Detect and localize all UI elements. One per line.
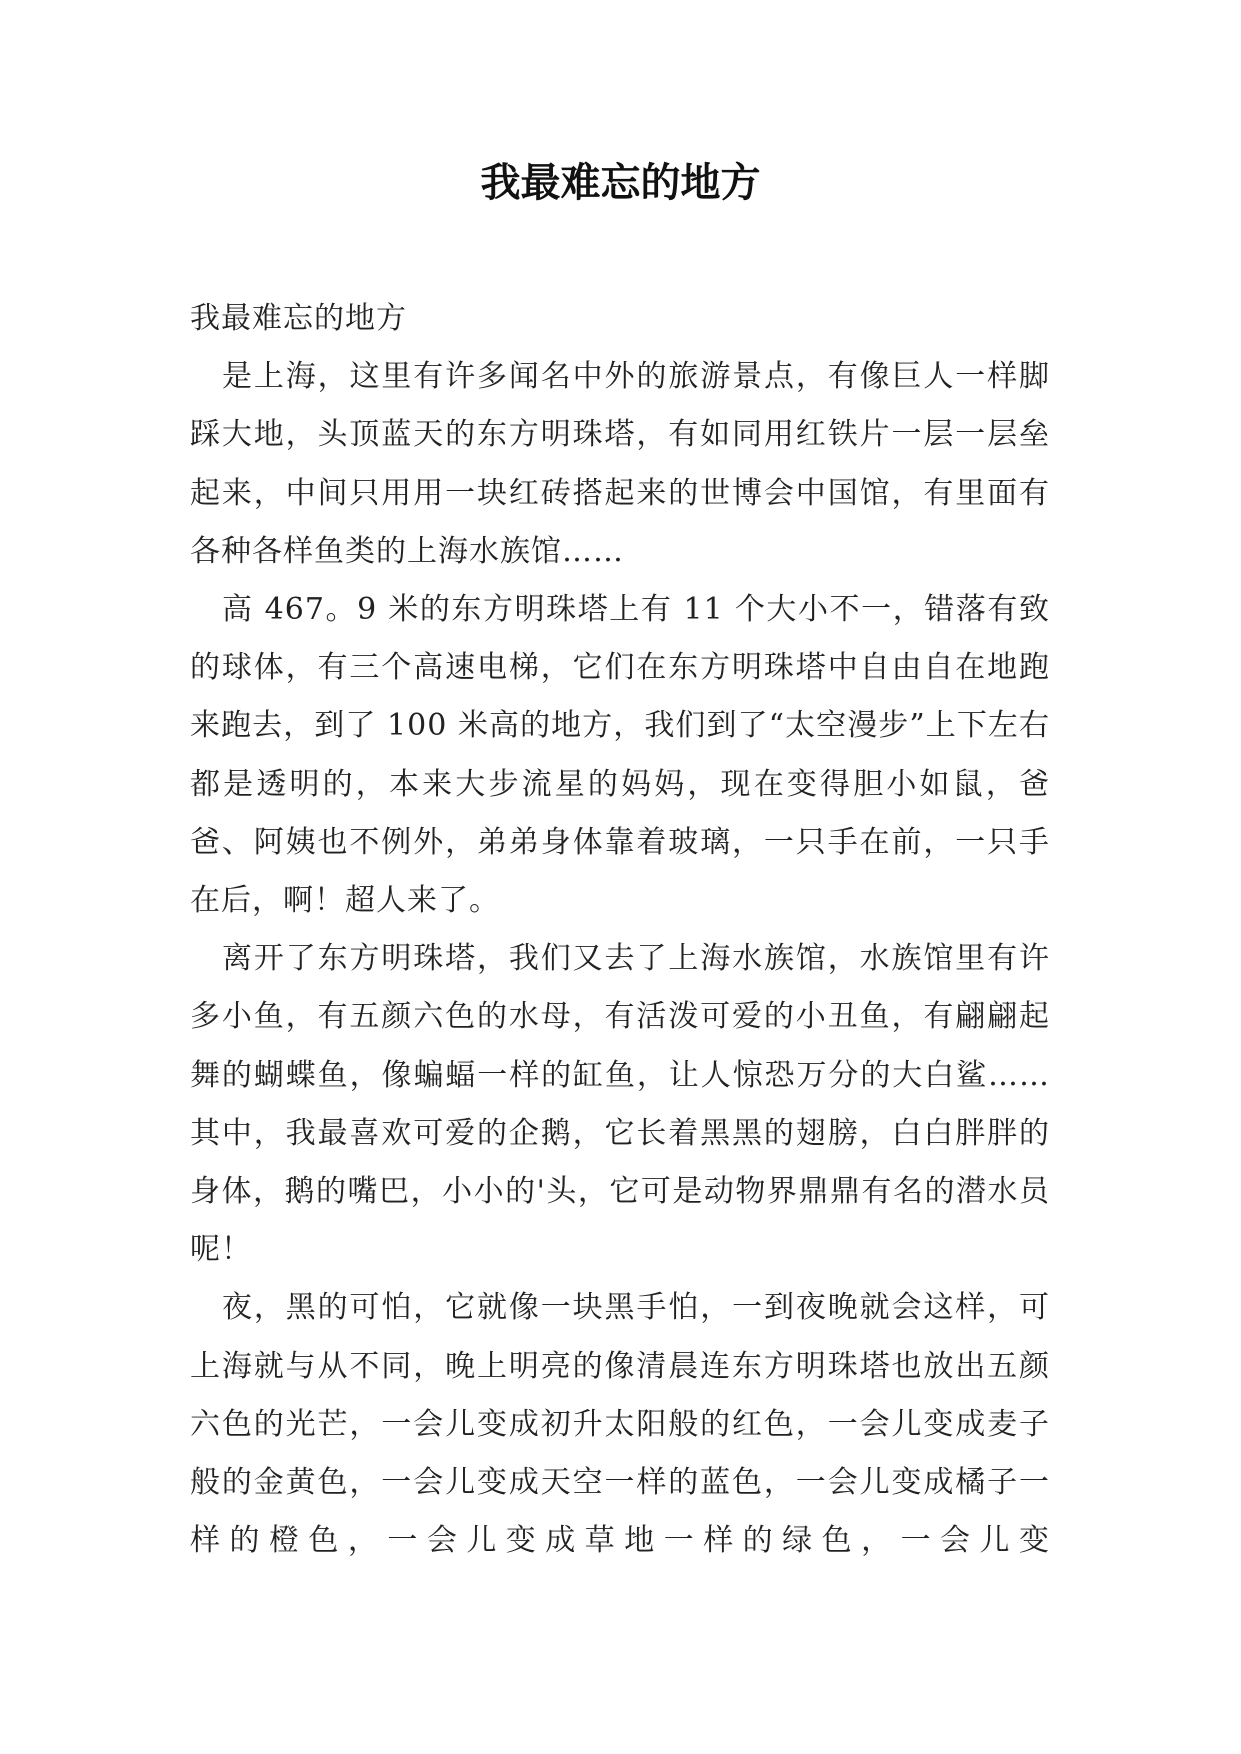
document-title: 我最难忘的地方 xyxy=(480,159,761,206)
paragraph-oriental-pearl-tower: 高 467。9 米的东方明珠塔上有 11 个大小不一，错落有致的球体，有三个高速电梯，它们在东方明珠塔中自由自在地跑来跑去，到了 100 米高的地方，我们到了“太空漫步”上下左右都是透明的，本来大步流星的妈妈，现在变得胆小如鼠，爸爸、阿姨也不例外，弟弟身体靠着玻璃，一只手在前，一只手在后，啊！超人来了。 xyxy=(190,592,1050,919)
paragraph-heading: 我最难忘的地方 xyxy=(190,301,407,336)
document-body xyxy=(190,290,1050,1570)
paragraph-intro: 是上海，这里有许多闻名中外的旅游景点，有像巨人一样脚踩大地，头顶蓝天的东方明珠塔，有如同用红铁片一层一层垒起来，中间只用用一块红砖搭起来的世博会中国馆，有里面有各种各样鱼类的上海水族馆…… xyxy=(190,359,1050,569)
paragraph-night: 夜，黑的可怕，它就像一块黑手怕，一到夜晚就会这样，可上海就与从不同，晚上明亮的像清晨连东方明珠塔也放出五颜六色的光芒，一会儿变成初升太阳般的红色，一会儿变成麦子般的金黄色，一会儿变成天空一样的蓝色，一会儿变成橘子一样的橙色，一会儿变成草地一样的绿色，一会儿变 xyxy=(190,1290,1050,1559)
paragraph-aquarium: 离开了东方明珠塔，我们又去了上海水族馆，水族馆里有许多小鱼，有五颜六色的水母，有活泼可爱的小丑鱼，有翩翩起舞的蝴蝶鱼，像蝙蝠一样的缸鱼，让人惊恐万分的大白鲨……其中，我最喜欢可爱的企鹅，它长着黑黑的翅膀，白白胖胖的身体，鹅的嘴巴，小小的'头，它可是动物界鼎鼎有名的潜水员呢！ xyxy=(190,941,1050,1268)
